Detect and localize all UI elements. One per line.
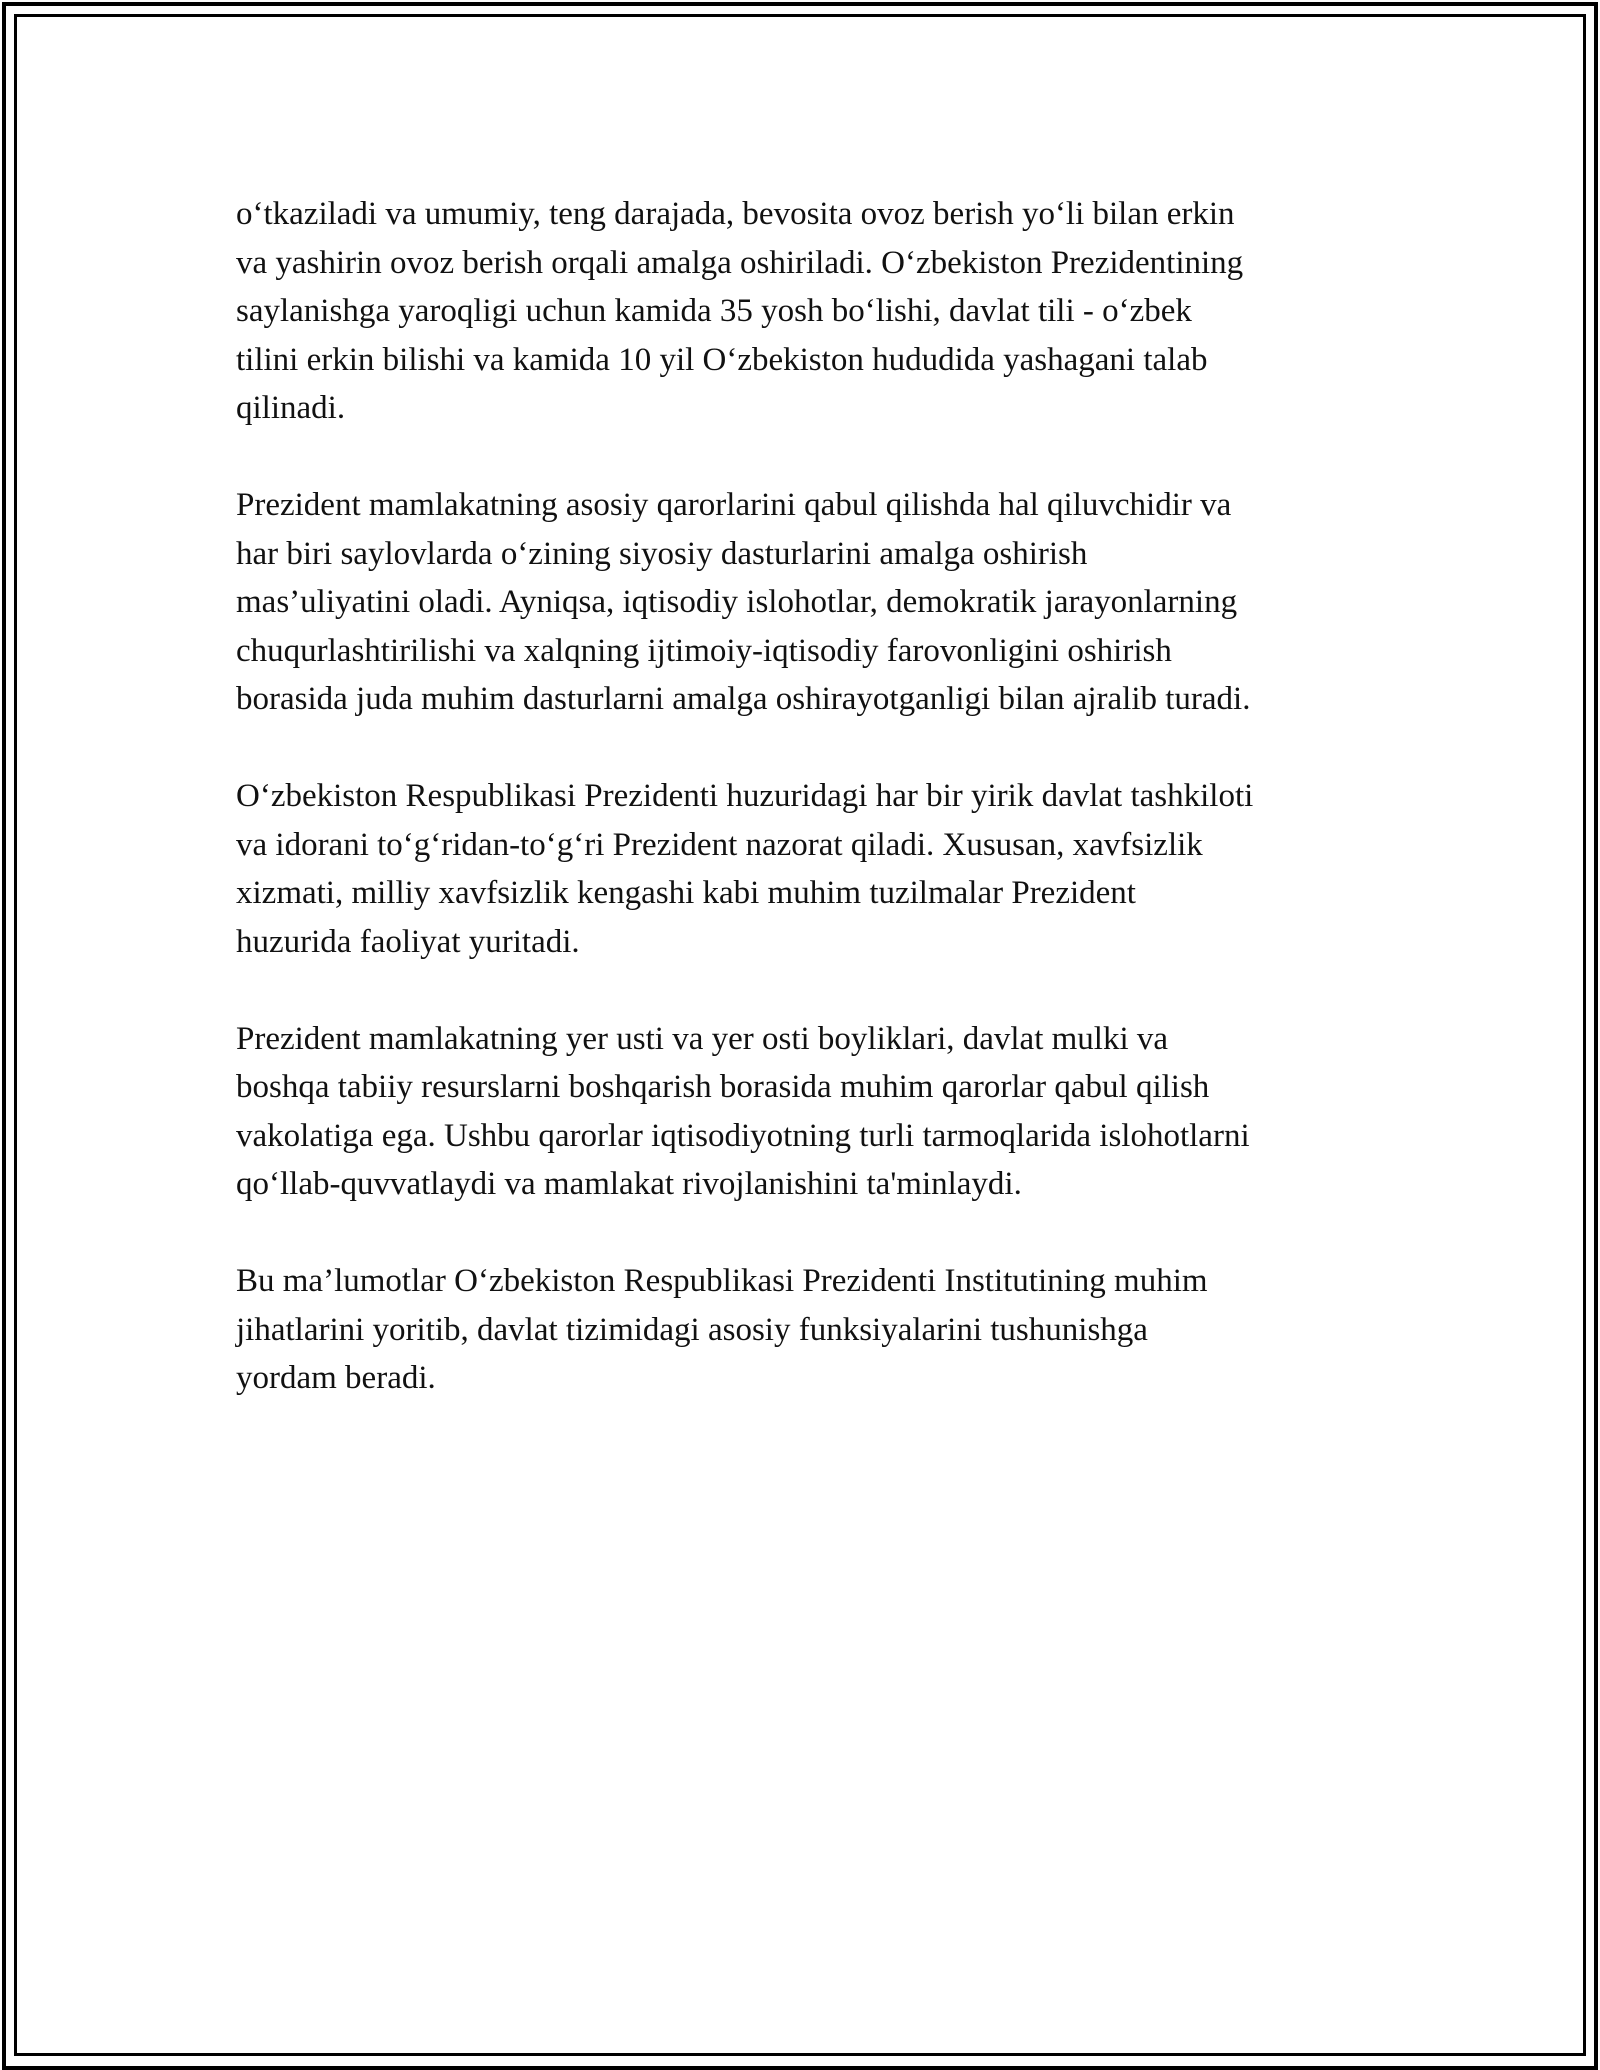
document-body bbox=[236, 190, 1386, 1451]
paragraph-3: O‘zbekiston Respublikasi Prezidenti huzuridagi har bir yirik davlat tashkiloti va idorani to‘g‘ridan-to‘g‘ri Prezident nazorat qiladi. Xususan, xavfsizlik xizmati, milliy xavfsizlik kengashi kabi muhim tuzilmalar Prezident huzurida faoliyat yuritadi. bbox=[236, 778, 1254, 960]
paragraph-5: Bu ma’lumotlar O‘zbekiston Respublikasi Prezidenti Institutining muhim jihatlarini yoritib, davlat tizimidagi asosiy funksiyalarini tushunishga yordam beradi. bbox=[236, 1263, 1208, 1396]
paragraph-2: Prezident mamlakatning asosiy qarorlarini qabul qilishda hal qiluvchidir va har biri saylovlarda o‘zining siyosiy dasturlarini amalga oshirish mas’uliyatini oladi. Ayniqsa, iqtisodiy islohotlar, demokratik jarayonlarning chuqurlashtirilishi va xalqning ijtimoiy-iqtisodiy farovonligini oshirish borasida juda muhim dasturlarni amalga oshirayotganligi bilan ajralib turadi. bbox=[236, 487, 1251, 717]
paragraph-4: Prezident mamlakatning yer usti va yer osti boyliklari, davlat mulki va boshqa tabiiy resurslarni boshqarish borasida muhim qarorlar qabul qilish vakolatiga ega. Ushbu qarorlar iqtisodiyotning turli tarmoqlarida islohotlarni qo‘llab-quvvatlaydi va mamlakat rivojlanishini ta'minlaydi. bbox=[236, 1020, 1250, 1202]
paragraph-1: o‘tkaziladi va umumiy, teng darajada, bevosita ovoz berish yo‘li bilan erkin va yashirin ovoz berish orqali amalga oshiriladi. O‘zbekiston Prezidentining saylanishga yaroqligi uchun kamida 35 yosh bo‘lishi, davlat tili - o‘zbek tilini erkin bilishi va kamida 10 yil O‘zbekiston hududida yashagani talab qilinadi. bbox=[236, 196, 1244, 426]
